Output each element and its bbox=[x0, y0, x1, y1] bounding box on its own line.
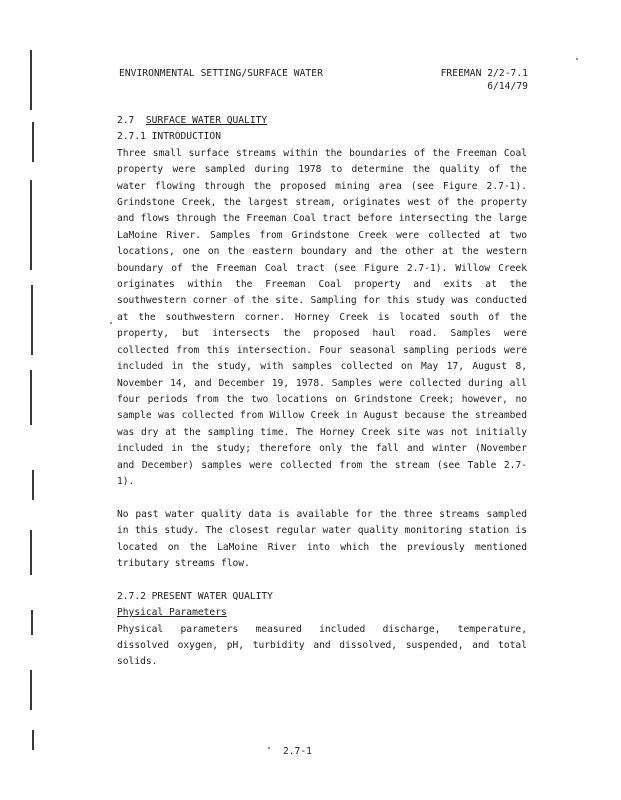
binding-edge bbox=[30, 50, 40, 750]
paragraph-spacer bbox=[117, 572, 527, 588]
introduction-paragraph: Three small surface streams within the boundaries of the Freeman Coal property were sampled during 1978 to determine the quality of the water flowing through the proposed mining area (see Figure 2.7-1). Grindstone Creek, the largest stream, originates west of the property and flows through the Freeman Coal tract before intersecting the large LaMoine River. Samples from Grindstone Creek were collected at two locations, one on the eastern boundary and the other at the western boundary of the Freeman Coal tract (see Figure 2.7-1). Willow Creek originates within the Freeman Coal property and exits at the southwestern corner of the site. Sampling for this study was conducted at the southwestern corner. Horney Creek is located south of the property, but intersects the proposed haul road. Samples were collected from this intersection. Four seasonal sampling periods were included in the study, with samples collected on May 17, August 8, November 14, and December 19, 1978. Samples were collected during all four periods from the two locations on Grindstone Creek; however, no sample was collected from Willow Creek in August because the streambed was dry at the sampling time. The Horney Creek site was not initially included in the study; therefore only the fall and winter (November and December) samples were collected from the stream (see Table 2.7-1). bbox=[117, 147, 527, 487]
subsection-heading-introduction: 2.7.1 INTRODUCTION bbox=[117, 131, 221, 143]
page-number: 2.7-1 bbox=[283, 746, 312, 757]
paragraph-spacer bbox=[117, 490, 527, 506]
subsection-heading-present-quality: 2.7.2 PRESENT WATER QUALITY bbox=[117, 590, 273, 602]
section-number: 2.7 bbox=[117, 115, 135, 126]
scan-speck bbox=[110, 322, 112, 324]
document-body bbox=[117, 113, 527, 671]
past-data-paragraph: No past water quality data is available for the three streams sampled in this study. The closest regular water quality monitoring station is located on the LaMoine River into which the previously mentioned tributary streams flow. bbox=[117, 508, 527, 569]
physical-parameters-paragraph: Physical parameters measured included discharge, temperature, dissolved oxygen, pH, turbidity and dissolved, suspended, and total solids. bbox=[117, 623, 527, 668]
running-header-doc-id: FREEMAN 2/2-7.1 bbox=[440, 68, 528, 79]
scan-speck bbox=[268, 747, 270, 749]
running-header-title: ENVIRONMENTAL SETTING/SURFACE WATER bbox=[119, 68, 323, 79]
physical-parameters-subheading: Physical Parameters bbox=[117, 607, 227, 619]
section-title: SURFACE WATER QUALITY bbox=[145, 115, 268, 126]
running-header-date: 6/14/79 bbox=[487, 81, 528, 92]
scan-speck bbox=[576, 58, 578, 60]
section-heading bbox=[117, 113, 527, 129]
